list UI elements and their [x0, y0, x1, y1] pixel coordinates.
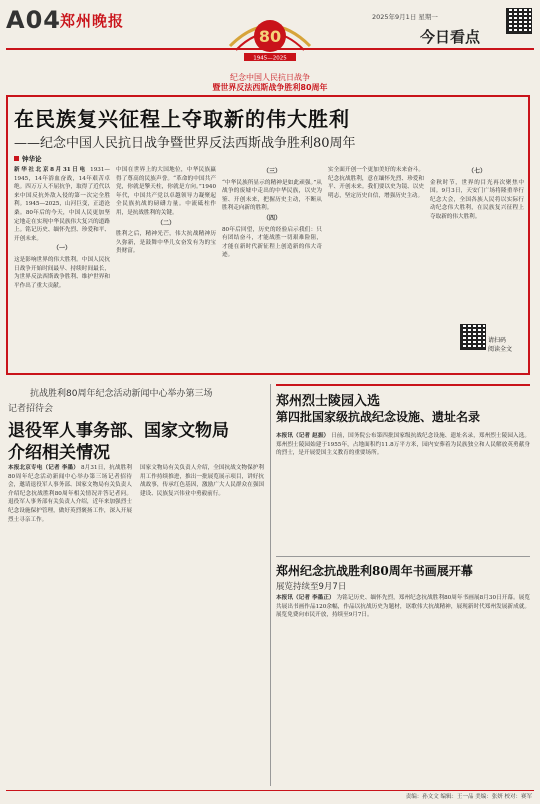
- feature-column-1: [14, 166, 110, 370]
- section-heading: （二）: [156, 219, 175, 227]
- banner-line-2: 暨世界反法西斯战争胜利80周年: [212, 83, 328, 92]
- article2-dateline: 本报讯（记者 赵振）: [276, 433, 330, 439]
- article1-column-1: [8, 464, 132, 786]
- page-number: A04: [6, 6, 61, 34]
- article1-kicker-line2: 记者招待会: [8, 404, 54, 414]
- article2-body-block: [276, 432, 530, 550]
- article3-dateline: 本报讯（记者 李墨正）: [276, 595, 335, 601]
- section-heading: （四）: [262, 214, 281, 222]
- emblem-number: 80: [258, 27, 282, 46]
- feature-title: 在民族复兴征程上夺取新的伟大胜利: [14, 107, 350, 131]
- section-heading: （七）: [467, 168, 486, 175]
- emblem-years: 1945—2025: [253, 55, 287, 62]
- article2-body: 日前，国务院公布第四批国家级抗战纪念设施、遗址名录，郑州烈士陵园入选。郑州烈士陵园始建于1955年，占地面积约11.8万平方米，园内安葬着为民族独立和人民解放英勇献身的烈士，是开展爱国主义教育的重要场所。: [276, 433, 530, 457]
- article2-title: 第四批国家级抗战纪念设施、遗址名录: [276, 410, 481, 424]
- feature-column-4: [328, 166, 424, 370]
- feature-subtitle: ——纪念中国人民抗日战争暨世界反法西斯战争胜利80周年: [14, 136, 356, 151]
- read-more-qr-icon[interactable]: [460, 324, 486, 350]
- feature-col4b-text: 金秋时节，世界的目光再次聚焦中国。9月3日，天安门广场将隆重举行纪念大会，全国各族人民将以实际行动纪念伟大胜利，在民族复兴征程上夺取新的伟大胜利。: [430, 179, 524, 220]
- footer-credits: 责编：孙文文 编辑：王一品 美编：张妍 校对：赛军: [405, 794, 532, 800]
- feature-author: 钟华论: [14, 154, 42, 163]
- column-divider: [270, 384, 271, 786]
- banner-line-1: 纪念中国人民抗日战争: [230, 73, 310, 82]
- article2-kicker: 郑州烈士陵园入选: [276, 394, 381, 409]
- feature-column-5: [430, 166, 524, 316]
- feature-col4-text: 实全面开创一个更加美好的未来奋斗。纪念抗战胜利，意在缅怀先烈、珍爱和平、开创未来。我们要以史为镜、以史明志，坚定历史自信，增强历史主动。: [328, 167, 424, 199]
- article3-subtitle: 展览持续至9月7日: [276, 582, 347, 592]
- section-heading: （一）: [52, 245, 71, 253]
- article3-title: 郑州纪念抗战胜利80周年书画展开幕: [276, 564, 473, 578]
- article3-body: 为铭记历史、缅怀先烈，郑州纪念抗战胜利80周年书画展8月30日开幕。展览共展出书画作品120余幅，作品以抗战历史为题材，讴歌伟大抗战精神，展现新时代郑州发展新成就。展览免费向市民开放，持续至9月7日。: [276, 595, 530, 619]
- section-heading: （三）: [262, 168, 281, 175]
- article1-title-line1: 退役军人事务部、国家文物局: [8, 421, 229, 441]
- feature-col3-text: “中华民族所显示的精神是如此顽强。”从战争的废墟中走出的中华民族，以史为鉴、开创未来，把握历史主动，不断从胜利走向新的胜利。: [222, 179, 322, 212]
- article-divider: [276, 556, 530, 557]
- article1-dateline: 本报北京专电（记者 李墨）: [8, 465, 80, 471]
- article1-kicker-line1: 抗战胜利80周年纪念活动新闻中心举办第三场: [30, 389, 213, 399]
- feature-col3b-text: 80年后回望，历史的经验启示我们：只有团结奋斗，才能战胜一切艰难险阻，才能在新时代新征程上创造新的伟大奇迹。: [222, 226, 322, 259]
- paper-name: 郑州晚报: [60, 12, 125, 30]
- feature-col1b-text: 这是影响世界的伟大胜利。中国人民抗日战争开始时间最早、持续时间最长，为世界反法西斯战争胜利、维护世界和平作出了重大贡献。: [14, 256, 110, 289]
- article2-rule: [276, 384, 530, 386]
- feature-col2b-text: 胜利之后，精神光芒，伟大抗战精神历久弥新，是鼓舞中华儿女奋发有为的宝贵财富。: [116, 231, 216, 255]
- issue-date: 2025年9月1日 星期一: [372, 13, 438, 21]
- feature-col2-text: 中国在世界上的大国地位，中华民族赢得了尊高的民族声誉。“革命的中国共产党，你就是擎天柱，你就是方向。”1940年代，中国共产党以卓越领导力凝聚起全民族抗战的磅礴力量。中流砥柱作用，是抗战胜利的关键。: [116, 167, 216, 216]
- article1-body-1: 8月31日，抗战胜利80周年纪念活动新闻中心举办第三场记者招待会，邀请退役军人事务部、国家文物局有关负责人介绍纪念抗战胜利80周年相关情况并答记者问。退役军人事务部有关负责人介绍，近年来加强烈士纪念设施保护管理，做好英烈褒扬工作，深入开展烈士寻亲工作。: [8, 465, 132, 523]
- read-more-label: 请扫码 阅读全文: [488, 337, 513, 353]
- feature-col1-text: 1931—1945，14年浴血奋战，14年艰苦卓绝。四万万人不屈抗争，取得了近代以来中国反抗外敌入侵的第一次完全胜利。1945—2025，山河巨变，正道沧桑。80年后的今天，中国人民更加坚定地走在实现中华民族伟大复兴的道路上。铭记历史、缅怀先烈、珍爱和平、开创未来。: [14, 167, 110, 242]
- feature-dateline: 新华社北京8月31日电: [14, 167, 87, 173]
- feature-column-3: [222, 166, 322, 370]
- article1-column-2: [140, 464, 264, 786]
- article1-title-line2: 介绍相关情况: [8, 443, 110, 463]
- anniversary-emblem-icon: [226, 6, 314, 62]
- section-title: 今日看点: [420, 28, 481, 46]
- feature-column-2: [116, 166, 216, 370]
- qr-code-icon[interactable]: [506, 8, 532, 34]
- article1-body-2: 国家文物局有关负责人介绍，全国抗战文物保护利用工作持续推进，推出一批展览展示项目，讲好抗战故事，传承红色基因，激励广大人民群众在强国建设、民族复兴伟业中勇毅前行。: [140, 465, 264, 497]
- article3-body-block: [276, 594, 530, 786]
